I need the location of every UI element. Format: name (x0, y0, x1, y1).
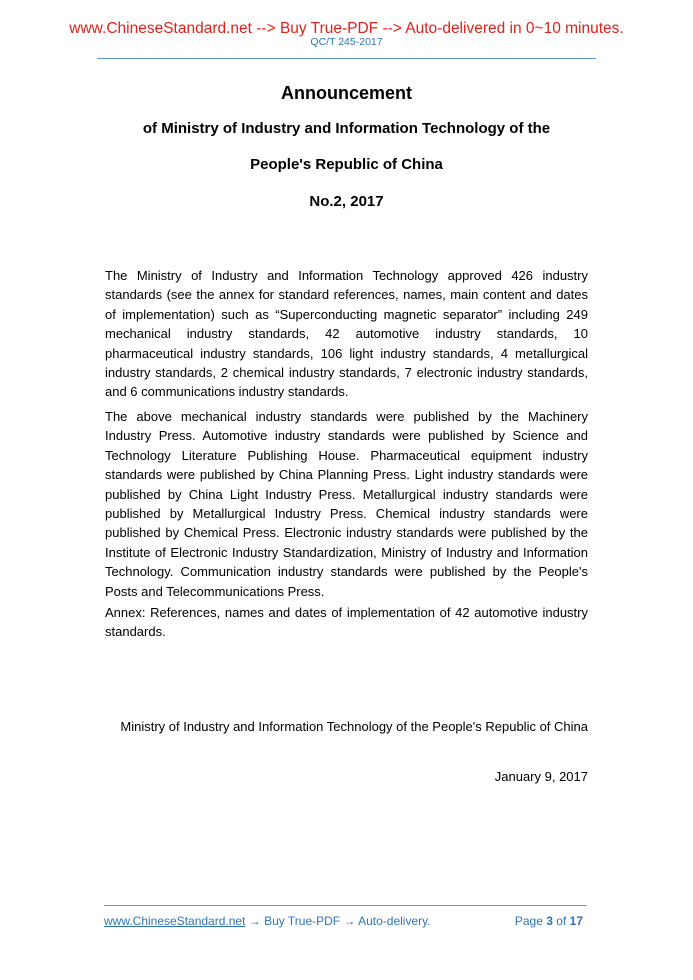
footer-divider (104, 905, 587, 906)
title-line-country: People's Republic of China (250, 156, 443, 173)
title-line-ministry: of Ministry of Industry and Information Technology of the (142, 120, 551, 137)
announcement-number: No.2, 2017 (309, 193, 384, 210)
page-total: 17 (569, 914, 583, 928)
footer-website-link[interactable]: www.ChineseStandard.net (104, 914, 246, 928)
footer-promo (104, 914, 431, 929)
paragraph-approval: The Ministry of Industry and Information Technology approved 426 industry standards (see the annex for standard references, names, main content and dates of implementation) such as “Superconducting magnetic separator” including 249 mechanical industry standards, 42 automotive industry standards, 10 pharmaceutical industry standards, 106 light industry standards, 4 metallurgical industry standards, 2 chemical industry standards, 7 electronic industry standards, and 6 communications industry standards. (105, 268, 588, 400)
issuer-signature: Ministry of Industry and Information Technology of the People's Republic of China (120, 719, 588, 734)
page-title: Announcement (280, 83, 412, 103)
footer-promo-text: → Buy True-PDF → Auto-delivery. (245, 914, 431, 928)
paragraph-annex: Annex: References, names and dates of implementation of 42 automotive industry standards. (105, 605, 588, 640)
header-divider (97, 58, 596, 59)
page-label: Page (514, 914, 543, 928)
page-current: 3 (546, 914, 553, 928)
paragraph-publishers: The above mechanical industry standards were published by the Machinery Industry Press. Automotive industry standards were published by Science and Technology Literature Publishing House. Pharmaceutical equipment industry standards were published by China Planning Press. Light industry standards were published by China Light Industry Press. Metallurgical industry standards were published by Metallurgical Industry Press. Chemical industry standards were published by Chemical Press. Electronic industry standards were published by the Institute of Electronic Industry Standardization, Ministry of Industry and Information Technology. Communication industry standards were published by the People's Posts and Telecommunications Press. (105, 409, 588, 599)
issue-date: January 9, 2017 (494, 769, 588, 784)
standard-code: QC/T 245-2017 (310, 36, 383, 48)
banner-text: www.ChineseStandard.net --> Buy True-PDF --> Auto-delivered in 0~10 minutes. (69, 20, 624, 37)
page-of-label: of (556, 914, 567, 928)
page-indicator (515, 914, 583, 929)
